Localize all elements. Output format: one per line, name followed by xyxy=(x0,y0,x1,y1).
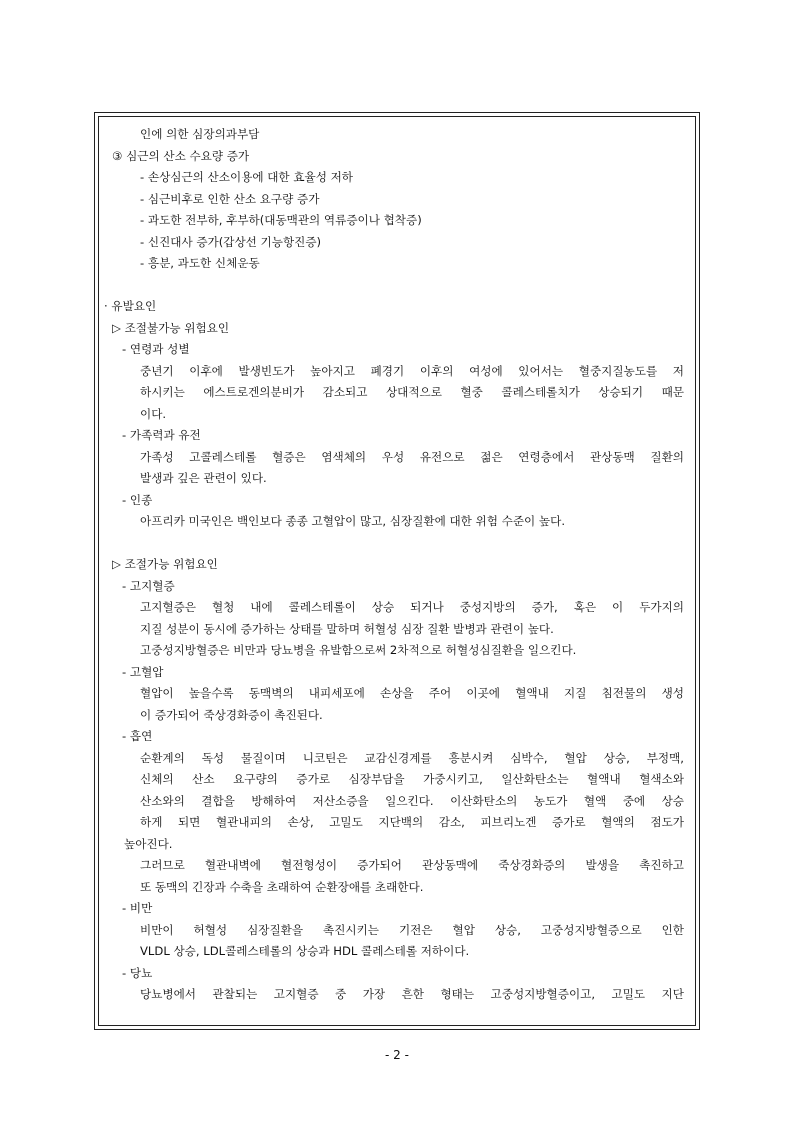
paragraph-line: 또 동맥의 긴장과 수축을 초래하여 순환장애를 초래한다. xyxy=(140,879,424,894)
paragraph-line: 하시키는 에스트로겐의분비가 감소되고 상대적으로 혈중 콜레스테롤치가 상승되기 때문 xyxy=(140,385,684,399)
paragraph-line: 이 증가되어 죽상경화증이 촉진된다. xyxy=(140,707,323,722)
paragraph-line: 가족성 고콜레스테롤 혈증은 염색체의 우성 유전으로 젊은 연령층에서 관상동맥 질환의 xyxy=(140,449,684,464)
paragraph-line: 하게 되면 혈관내피의 손상, 고밀도 지단백의 감소, 피브리노겐 증가로 혈액의 점도가 xyxy=(140,815,684,829)
subsection-heading: ▷ 조절가능 위험요인 xyxy=(112,557,218,571)
paragraph-line: 순환계의 독성 물질이며 니코틴은 교감신경계를 흥분시켜 심박수, 혈압 상승, 부정맥, xyxy=(140,750,684,765)
list-item: - 심근비후로 인한 산소 요구량 증가 xyxy=(140,191,320,206)
paragraph-line: 비만이 허혈성 심장질환을 촉진시키는 기전은 혈압 상승, 고중성지방혈증으로 인한 xyxy=(140,922,684,937)
subsection-heading: ▷ 조절불가능 위험요인 xyxy=(112,320,230,335)
list-item: - 신진대사 증가(갑상선 기능항진증) xyxy=(140,234,322,249)
paragraph-line: 고중성지방혈증은 비만과 당뇨병을 유발함으로써 2차적으로 허혈성심질환을 일으킨다. xyxy=(140,643,577,657)
section-heading: · 유발요인 xyxy=(104,299,157,313)
item-heading: - 연령과 성별 xyxy=(122,342,190,356)
list-item: - 흥분, 과도한 신체운동 xyxy=(140,256,260,270)
document-body xyxy=(104,124,684,1006)
item-heading: - 인종 xyxy=(122,492,153,507)
item-heading: - 흡연 xyxy=(122,729,153,743)
item-heading: - 고혈압 xyxy=(122,664,164,679)
item-heading: - 당뇨 xyxy=(122,965,153,980)
item-heading: - 비만 xyxy=(122,901,153,915)
paragraph-line: 높아진다. xyxy=(124,836,173,851)
numbered-heading: ③ 심근의 산소 수요량 증가 xyxy=(112,148,250,163)
paragraph-line: 고지혈증은 혈청 내에 콜레스테롤이 상승 되거나 중성지방의 증가, 혹은 이 두가지의 xyxy=(140,600,684,614)
paragraph-line: 이다. xyxy=(140,406,167,421)
item-heading: - 고지혈증 xyxy=(122,578,175,593)
text-line: 인에 의한 심장의과부담 xyxy=(140,127,260,141)
paragraph-line: 중년기 이후에 발생빈도가 높아지고 폐경기 이후의 여성에 있어서는 혈중지질농도를 저 xyxy=(140,363,684,378)
paragraph-line: VLDL 상승, LDL콜레스테롤의 상승과 HDL 콜레스테롤 저하이다. xyxy=(140,944,470,958)
paragraph-line: 지질 성분이 동시에 증가하는 상태를 말하며 허혈성 심장 질환 발병과 관련이 높다. xyxy=(140,621,554,636)
page-number: - 2 - xyxy=(385,1048,409,1062)
item-heading: - 가족력과 유전 xyxy=(122,428,201,442)
paragraph-line: 혈압이 높을수록 동맥벽의 내피세포에 손상을 주어 이곳에 혈액내 지질 침전물의 생성 xyxy=(140,686,684,700)
paragraph-line: 신체의 산소 요구량의 증가로 심장부담을 가중시키고, 일산화탄소는 혈액내 혈색소와 xyxy=(140,772,684,786)
paragraph-line: 발생과 깊은 관련이 있다. xyxy=(140,471,267,485)
paragraph-line: 아프리카 미국인은 백인보다 종종 고혈압이 많고, 심장질환에 대한 위험 수준이 높다. xyxy=(140,514,566,528)
paragraph-line: 산소와의 결합을 방해하여 저산소증을 일으킨다. 이산화탄소의 농도가 혈액 중에 상승 xyxy=(140,793,684,808)
list-item: - 과도한 전부하, 후부하(대동맥관의 역류증이나 협착증) xyxy=(140,213,422,227)
list-item: - 손상심근의 산소이용에 대한 효율성 저하 xyxy=(140,170,354,184)
paragraph-line: 그러므로 혈관내벽에 혈전형성이 증가되어 관상동맥에 죽상경화증의 발생을 촉진하고 xyxy=(140,858,684,872)
paragraph-line: 당뇨병에서 관찰되는 고지혈증 중 가장 흔한 형태는 고중성지방혈증이고, 고밀도 지단 xyxy=(140,987,684,1001)
